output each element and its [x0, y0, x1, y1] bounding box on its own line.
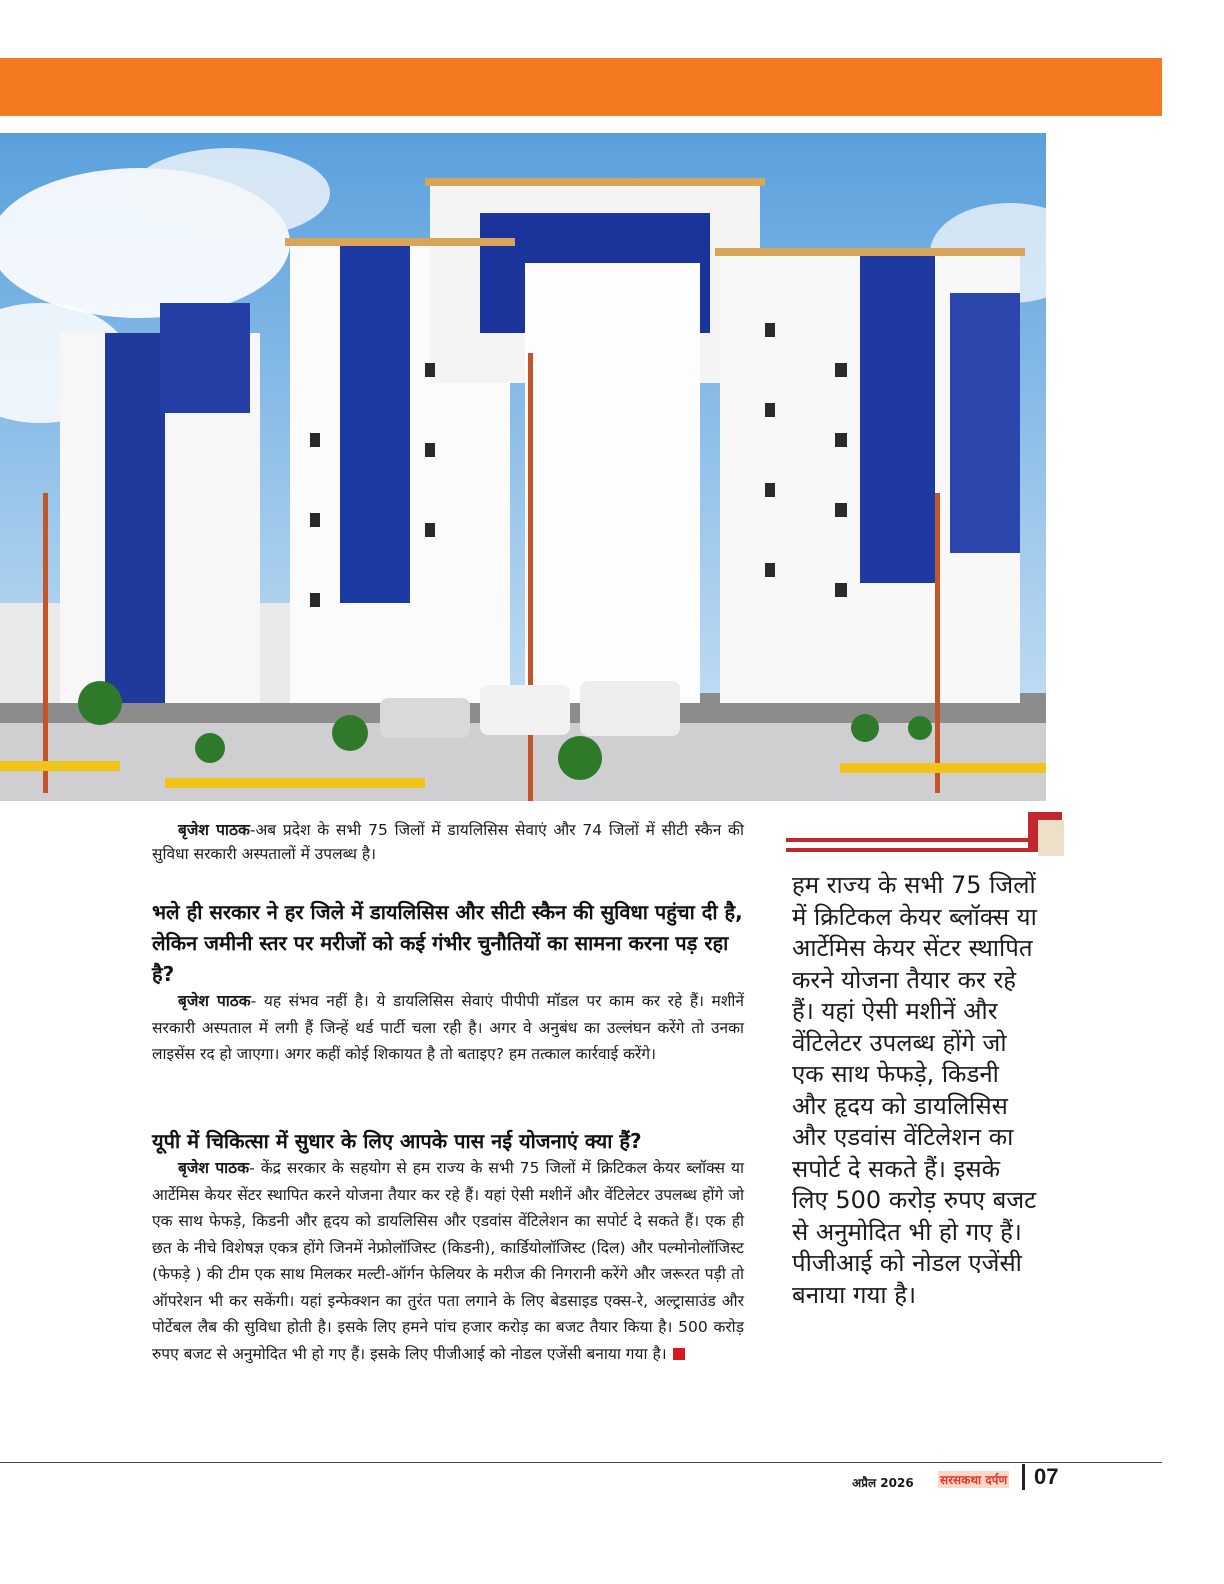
pullquote: हम राज्य के सभी 75 जिलों में क्रिटिकल केयर ब्लॉक्स या आर्टेमिस केयर सेंटर स्थापित करने योजना तैयार कर रहे हैं। यहां ऐसी मशीनें और वेंटिलेटर उपलब्ध होंगे जो एक साथ फेफड़े, किडनी और हृदय को डायलिसिस और एडवांस वेंटिलेशन का सपोर्ट दे सकते हैं। इसके लिए 500 करोड़ रुपए बजट से अनुमोदित भी हो गए हैं। पीजीआई को नोडल एजेंसी बनाया गया है।: [792, 871, 1037, 1309]
pullquote-rule-bottom: [786, 848, 1031, 852]
footer-separator: [1022, 1464, 1025, 1490]
pullquote-corner-box: [1038, 820, 1064, 856]
question-1: भले ही सरकार ने हर जिले में डायलिसिस और सीटी स्कैन की सुविधा पहुंचा दी है, लेकिन जमीनी स्तर पर मरीजों को कई गंभीर चुनौतियों का सामना करना पड़ रहा है?: [152, 900, 743, 986]
photo-caption: [152, 818, 744, 866]
footer-rule: [0, 1462, 1162, 1463]
end-mark-icon: [673, 1348, 685, 1360]
answer-2-text: - केंद्र सरकार के सहयोग से हम राज्य के सभी 75 जिलों में क्रिटिकल केयर ब्लॉक्स या आर्टेमिस केयर सेंटर स्थापित करने योजना तैयार कर रहे हैं। यहां ऐसी मशीनें और वेंटिलेटर उपलब्ध होंगे जो एक साथ फेफड़े, किडनी और हृदय को डायलिसिस और एडवांस वेंटिलेशन का सपोर्ट दे सकते हैं। एक ही छत के नीचे विशेषज्ञ एकत्र होंगे जिनमें नेफ्रोलॉजिस्ट (किडनी), कार्डियोलॉजिस्ट (दिल) और पल्मोनोलॉजिस्ट (फेफड़े ) की टीम एक साथ मिलकर मल्टी-ऑर्गन फेलियर के मरीज की निगरानी करेंगे और जरूरत पड़ी तो ऑपरेशन भी कर सकेंगी। यहां इन्फेक्शन का तुरंत पता लगाने के लिए बेडसाइड एक्स-रे, अल्ट्रासाउंड और पोर्टेबल लैब की सुविधा होती है। इसके लिए हमने पांच हजार करोड़ का बजट तैयार किया है। 500 करोड़ रुपए बजट से अनुमोदित भी हो गए हैं। इसके लिए पीजीआई को नोडल एजेंसी बनाया गया है।: [152, 1159, 744, 1363]
answer-1: [152, 988, 744, 1068]
footer-brand-logo: सरसकथा दर्पण: [940, 1473, 1008, 1487]
answer-1-text: - यह संभव नहीं है। ये डायलिसिस सेवाएं पीपीपी मॉडल पर काम कर रहे हैं। मशीनें सरकारी अस्पताल में लगी हैं जिन्हें थर्ड पार्टी चला रही है। अगर वे अनुबंध का उल्लंघन करेंगे तो उनका लाइसेंस रद हो जाएगा। अगर कहीं कोई शिकायत है तो बताइए? हम तत्काल कार्रवाई करेंगे।: [152, 992, 744, 1063]
page-number: 07: [1034, 1464, 1059, 1489]
pullquote-bracket-side: [1028, 812, 1038, 852]
answer-2-speaker: बृजेश पाठक: [178, 1159, 250, 1177]
answer-1-speaker: बृजेश पाठक: [178, 992, 251, 1010]
header-color-band: [0, 58, 1162, 116]
hospital-building-photo: [0, 133, 1046, 801]
caption-speaker: बृजेश पाठक: [178, 821, 250, 839]
pullquote-rule-top: [786, 838, 1031, 842]
answer-2: [152, 1155, 744, 1367]
caption-text: -अब प्रदेश के सभी 75 जिलों में डायलिसिस सेवाएं और 74 जिलों में सीटी स्कैन की सुविधा सरकारी अस्पतालों में उपलब्ध है।: [152, 821, 744, 863]
question-2: यूपी में चिकित्सा में सुधार के लिए आपके पास नई योजनाएं क्या हैं?: [152, 1129, 642, 1153]
footer-date: अप्रैल 2026: [852, 1476, 914, 1490]
